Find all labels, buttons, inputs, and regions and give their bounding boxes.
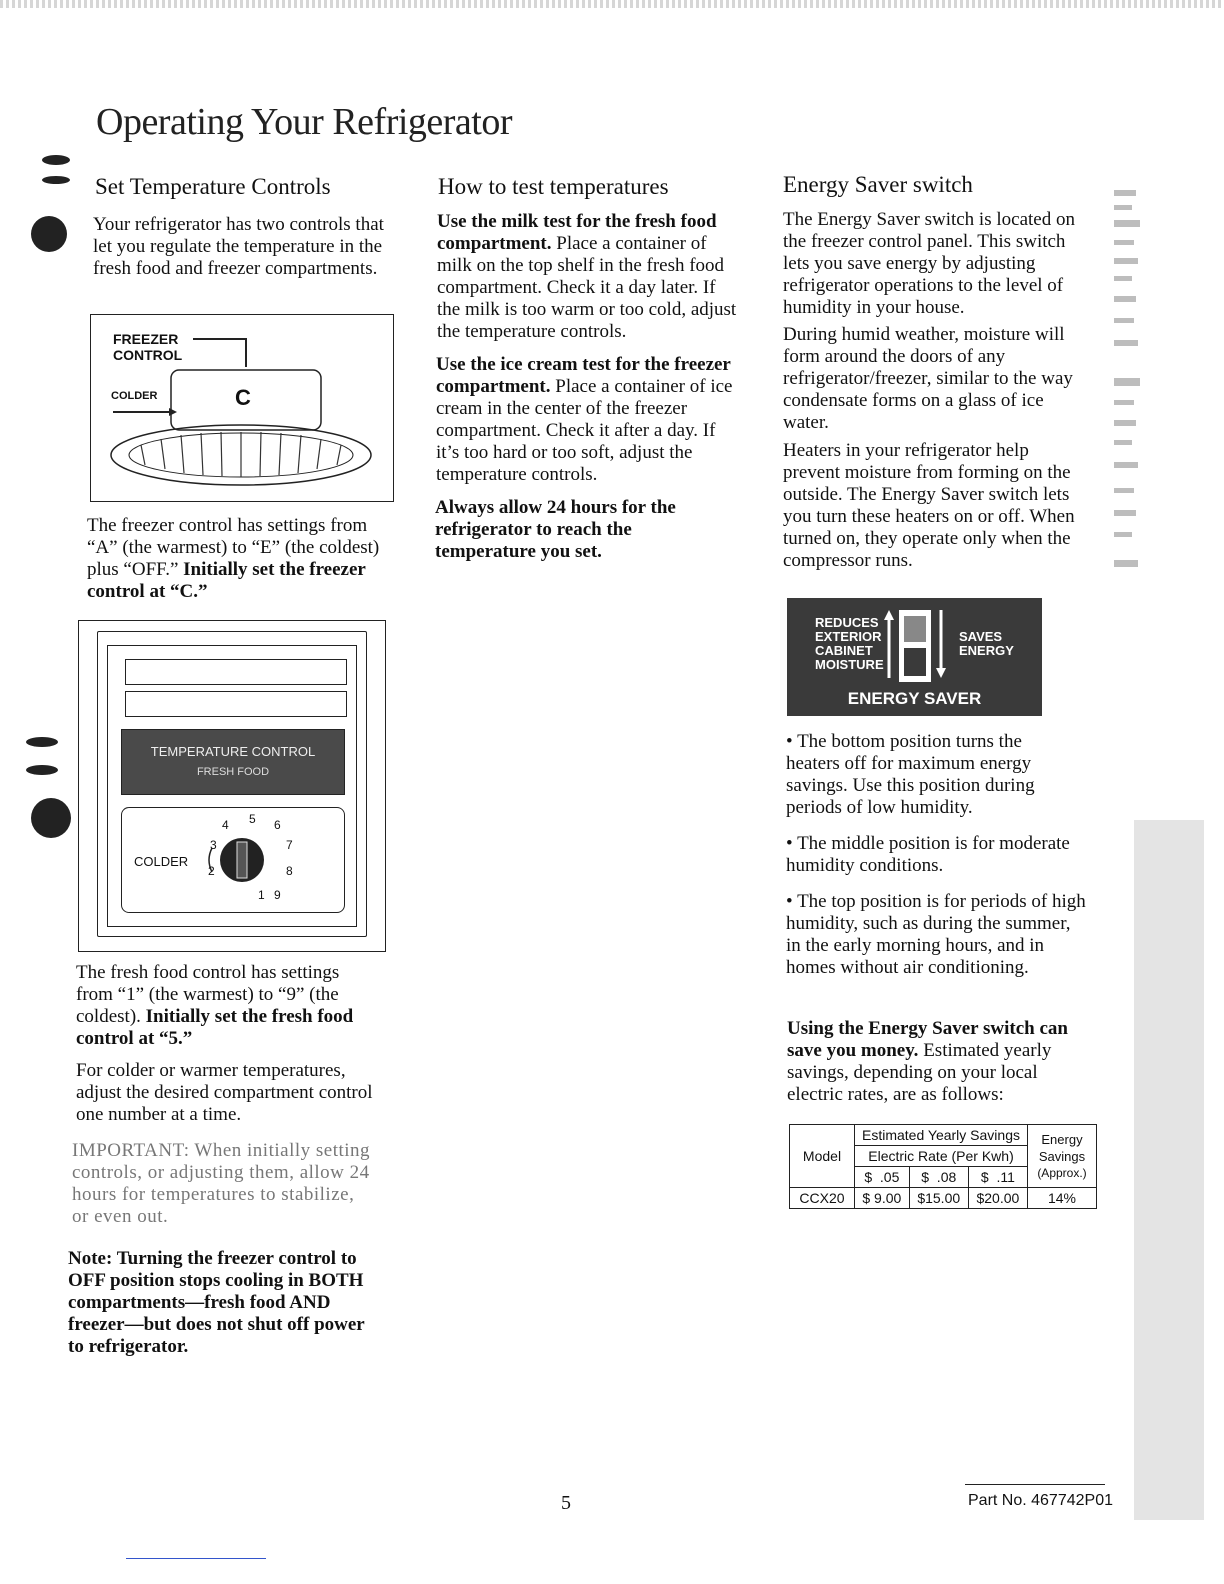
savings-table bbox=[789, 1124, 1097, 1209]
bullet-top-position: • The top position is for periods of high humidity, such as during the summer, in the early morning hours, and in homes without air conditioning. bbox=[786, 891, 1086, 979]
intro-paragraph: Your refrigerator has two controls that let you regulate the temperature in the fresh food and freezer compartments. bbox=[93, 214, 384, 279]
temperature-control-panel bbox=[121, 729, 345, 795]
fresh-food-dial bbox=[202, 818, 282, 898]
important-paragraph: IMPORTANT: When initially setting controls, or adjusting them, allow 24 hours for temperatures to stabilize, or even out. bbox=[72, 1140, 371, 1227]
panel-subtitle: FRESH FOOD bbox=[196, 766, 270, 778]
energy-saver-panel-label: ENERGY SAVER bbox=[847, 689, 982, 708]
fresh-settings-text: The fresh food control has settings from “1” (the warmest) to “9” (the coldest). bbox=[76, 962, 340, 1027]
savings-cell: $ 9.00 bbox=[855, 1188, 910, 1209]
milk-test-paragraph bbox=[437, 211, 737, 343]
freezer-settings-text: The freezer control has settings from “A” (the warmest) to “E” (the coldest) plus “OFF.” bbox=[87, 515, 380, 580]
energy-saver-p1: The Energy Saver switch is located on the freezer control panel. This switch lets you save energy by adjusting refrigerator operations to the level of humidity in your house. bbox=[783, 209, 1075, 318]
saves-label bbox=[959, 630, 1014, 658]
saves-line-1: SAVES bbox=[959, 629, 1003, 644]
binding-hole bbox=[31, 798, 71, 838]
bullet-middle-position: • The middle position is for moderate humidity conditions. bbox=[786, 833, 1076, 877]
dial-number-5: 5 bbox=[249, 812, 256, 826]
reduces-line-1: REDUCES bbox=[815, 615, 879, 630]
set-temperature-heading: Set Temperature Controls bbox=[95, 174, 331, 199]
part-number: Part No. 467742P01 bbox=[968, 1492, 1113, 1509]
freezer-label-line2: CONTROL bbox=[113, 347, 183, 363]
model-header: Model bbox=[790, 1125, 855, 1188]
freezer-setting-letter: C bbox=[235, 385, 251, 410]
fresh-food-control-diagram bbox=[78, 620, 386, 952]
dial-number-7: 7 bbox=[286, 838, 293, 852]
dial-number-1: 1 bbox=[258, 888, 265, 902]
fresh-initial-setting: Initially set the fresh food control at “5.” bbox=[76, 1006, 354, 1049]
allow-24-hours-paragraph: Always allow 24 hours for the refrigerator to reach the temperature you set. bbox=[435, 497, 676, 562]
binding-mark bbox=[38, 150, 74, 190]
energy-saver-heading: Energy Saver switch bbox=[783, 172, 973, 197]
reduces-label bbox=[815, 616, 884, 672]
scan-top-border bbox=[0, 0, 1224, 8]
binding-mark bbox=[22, 730, 62, 780]
reduces-line-4: MOISTURE bbox=[815, 657, 884, 672]
energy-header-line-2: Savings bbox=[1038, 1148, 1086, 1164]
milk-test-title: Use the milk test for the fresh food compartment. bbox=[437, 211, 717, 254]
savings-text: Estimated yearly savings, depending on your local electric rates, are as follows: bbox=[787, 1040, 1052, 1105]
panel-title: TEMPERATURE CONTROL bbox=[150, 744, 316, 759]
test-temperatures-heading: How to test temperatures bbox=[438, 174, 669, 199]
bottom-blue-line bbox=[126, 1558, 266, 1559]
estimated-savings-header: Estimated Yearly Savings bbox=[855, 1125, 1028, 1146]
freezer-initial-setting: Initially set the freezer control at “C.” bbox=[87, 559, 366, 602]
model-cell: CCX20 bbox=[790, 1188, 855, 1209]
rate-cell: $ .05 bbox=[855, 1167, 910, 1188]
energy-savings-header bbox=[1028, 1125, 1097, 1188]
ice-cream-test-text: Place a container of ice cream in the center of the freezer compartment. Check it after a day. If it’s too hard or too soft, adjust the temperature controls. bbox=[436, 376, 733, 485]
rate-cell: $ .08 bbox=[909, 1167, 968, 1188]
page-title: Operating Your Refrigerator bbox=[96, 101, 513, 143]
electric-rate-header: Electric Rate (Per Kwh) bbox=[855, 1146, 1028, 1167]
dial-number-8: 8 bbox=[286, 864, 293, 878]
adjust-paragraph: For colder or warmer temperatures, adjust the desired compartment control one number at a time. bbox=[76, 1060, 373, 1125]
fresh-settings-paragraph bbox=[76, 962, 376, 1050]
dial-number-9: 9 bbox=[274, 888, 281, 902]
footer-rule bbox=[965, 1484, 1105, 1485]
shelf-slot bbox=[125, 691, 347, 717]
milk-test-text: Place a container of milk on the top shelf in the fresh food compartment. Check it a day later. If the milk is too warm or too cold, adjust the temperature controls. bbox=[437, 233, 737, 342]
dial-number-2: 2 bbox=[208, 864, 215, 878]
rate-cell: $ .11 bbox=[968, 1167, 1027, 1188]
dial-number-6: 6 bbox=[274, 818, 281, 832]
dial-number-4: 4 bbox=[222, 818, 229, 832]
energy-header-line-3: (Approx.) bbox=[1037, 1165, 1087, 1180]
reduces-line-2: EXTERIOR bbox=[815, 629, 882, 644]
energy-saver-switch bbox=[881, 604, 951, 688]
freezer-colder-label: COLDER bbox=[111, 390, 158, 402]
energy-header-line-1: Energy bbox=[1041, 1131, 1083, 1147]
savings-title: Using the Energy Saver switch can save you money. bbox=[787, 1018, 1068, 1061]
freezer-control-diagram bbox=[90, 314, 394, 502]
bullet-bottom-position: • The bottom position turns the heaters off for maximum energy savings. Use this position during periods of low humidity. bbox=[786, 731, 1076, 819]
note-paragraph: Note: Turning the freezer control to OFF position stops cooling in BOTH compartments—fresh food AND freezer—but does not shut off power to refrigerator. bbox=[68, 1248, 365, 1357]
energy-saver-p2: During humid weather, moisture will form around the doors of any refrigerator/freezer, similar to the way condensate forms on a glass of ice water. bbox=[783, 324, 1073, 433]
reduces-line-3: CABINET bbox=[815, 643, 873, 658]
binding-hole bbox=[31, 216, 67, 252]
freezer-settings-paragraph bbox=[87, 515, 392, 603]
ice-cream-test-title: Use the ice cream test for the freezer compartment. bbox=[436, 354, 731, 397]
ice-cream-test-paragraph bbox=[436, 354, 736, 486]
savings-cell: $20.00 bbox=[968, 1188, 1027, 1209]
savings-cell: $15.00 bbox=[909, 1188, 968, 1209]
fresh-colder-label: COLDER bbox=[134, 854, 189, 869]
dial-number-3: 3 bbox=[210, 838, 217, 852]
saves-line-2: ENERGY bbox=[959, 643, 1014, 658]
dial-area bbox=[121, 807, 345, 913]
scan-edge-artifacts bbox=[1114, 0, 1224, 1584]
shelf-slot bbox=[125, 659, 347, 685]
page-number: 5 bbox=[561, 1492, 571, 1514]
percent-cell: 14% bbox=[1028, 1188, 1097, 1209]
freezer-label-line1: FREEZER bbox=[113, 331, 179, 347]
savings-paragraph bbox=[787, 1018, 1087, 1106]
energy-saver-switch-panel bbox=[787, 598, 1042, 716]
energy-saver-p3: Heaters in your refrigerator help prevent moisture from forming on the outside. The Energy Saver switch lets you turn these heaters on or off. When turned on, they operate only when the compressor runs. bbox=[783, 440, 1075, 571]
